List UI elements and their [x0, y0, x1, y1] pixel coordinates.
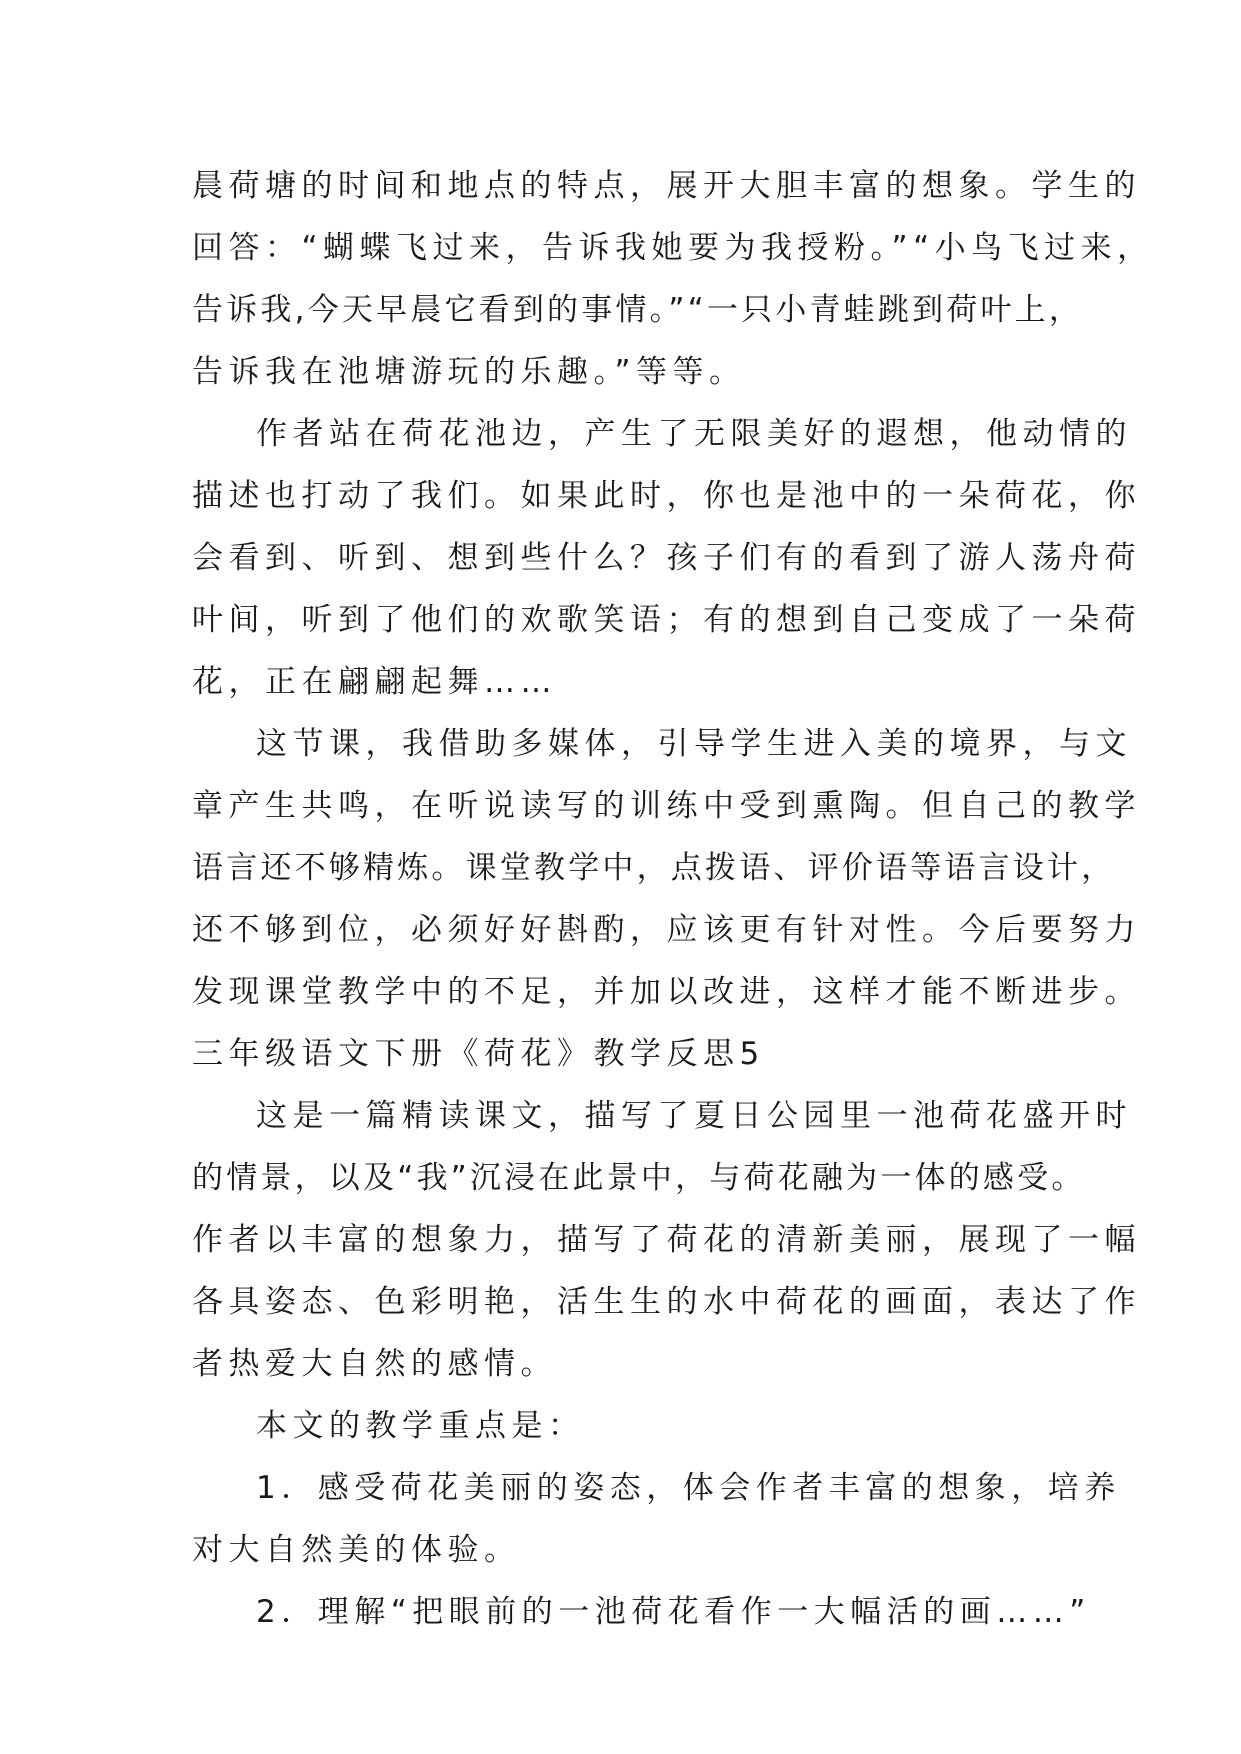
text-line-5: 作者站在荷花池边，产生了无限美好的遐想，他动情的: [256, 416, 1132, 452]
text-line-21: 本文的教学重点是：: [256, 1408, 585, 1444]
text-line-19: 各具姿态、色彩明艳，活生生的水中荷花的画面，表达了作: [192, 1284, 1141, 1320]
text-line-3: 告诉我,今天早晨它看到的事情。”“一只小青蛙跳到荷叶上，: [192, 292, 1084, 328]
text-line-9: 花，正在翩翩起舞……: [192, 664, 557, 700]
list-item-1-continued: 对大自然美的体验。: [192, 1532, 521, 1568]
text-line-7: 会看到、听到、想到些什么？孩子们有的看到了游人荡舟荷: [192, 540, 1141, 576]
text-line-13: 还不够到位，必须好好斟酌，应该更有针对性。今后要努力: [192, 912, 1141, 948]
text-line-2: 回答：“蝴蝶飞过来，告诉我她要为我授粉。”“小鸟飞过来，: [192, 230, 1154, 266]
section-heading: 三年级语文下册《荷花》教学反思5: [192, 1036, 765, 1072]
text-line-10: 这节课，我借助多媒体，引导学生进入美的境界，与文: [256, 726, 1132, 762]
text-line-12: 语言还不够精炼。课堂教学中，点拨语、评价语等语言设计，: [192, 850, 1116, 886]
text-line-14: 发现课堂教学中的不足，并加以改进，这样才能不断进步。: [192, 974, 1141, 1010]
text-line-16: 这是一篇精读课文，描写了夏日公园里一池荷花盛开时: [256, 1098, 1132, 1134]
list-item-1: 1．感受荷花美丽的姿态，体会作者丰富的想象，培养: [256, 1470, 1121, 1506]
text-line-18: 作者以丰富的想象力，描写了荷花的清新美丽，展现了一幅: [192, 1222, 1141, 1258]
text-line-20: 者热爱大自然的感情。: [192, 1346, 557, 1382]
text-line-8: 叶间，听到了他们的欢歌笑语；有的想到自己变成了一朵荷: [192, 602, 1141, 638]
text-line-1: 晨荷塘的时间和地点的特点，展开大胆丰富的想象。学生的: [192, 168, 1141, 204]
list-item-2: 2．理解“把眼前的一池荷花看作一大幅活的画……”: [256, 1594, 1091, 1630]
text-line-11: 章产生共鸣，在听说读写的训练中受到熏陶。但自己的教学: [192, 788, 1141, 824]
text-line-17: 的情景，以及“我”沉浸在此景中，与荷花融为一体的感受。: [192, 1160, 1086, 1196]
text-line-6: 描述也打动了我们。如果此时，你也是池中的一朵荷花，你: [192, 478, 1141, 514]
text-line-4: 告诉我在池塘游玩的乐趣。”等等。: [192, 354, 746, 390]
